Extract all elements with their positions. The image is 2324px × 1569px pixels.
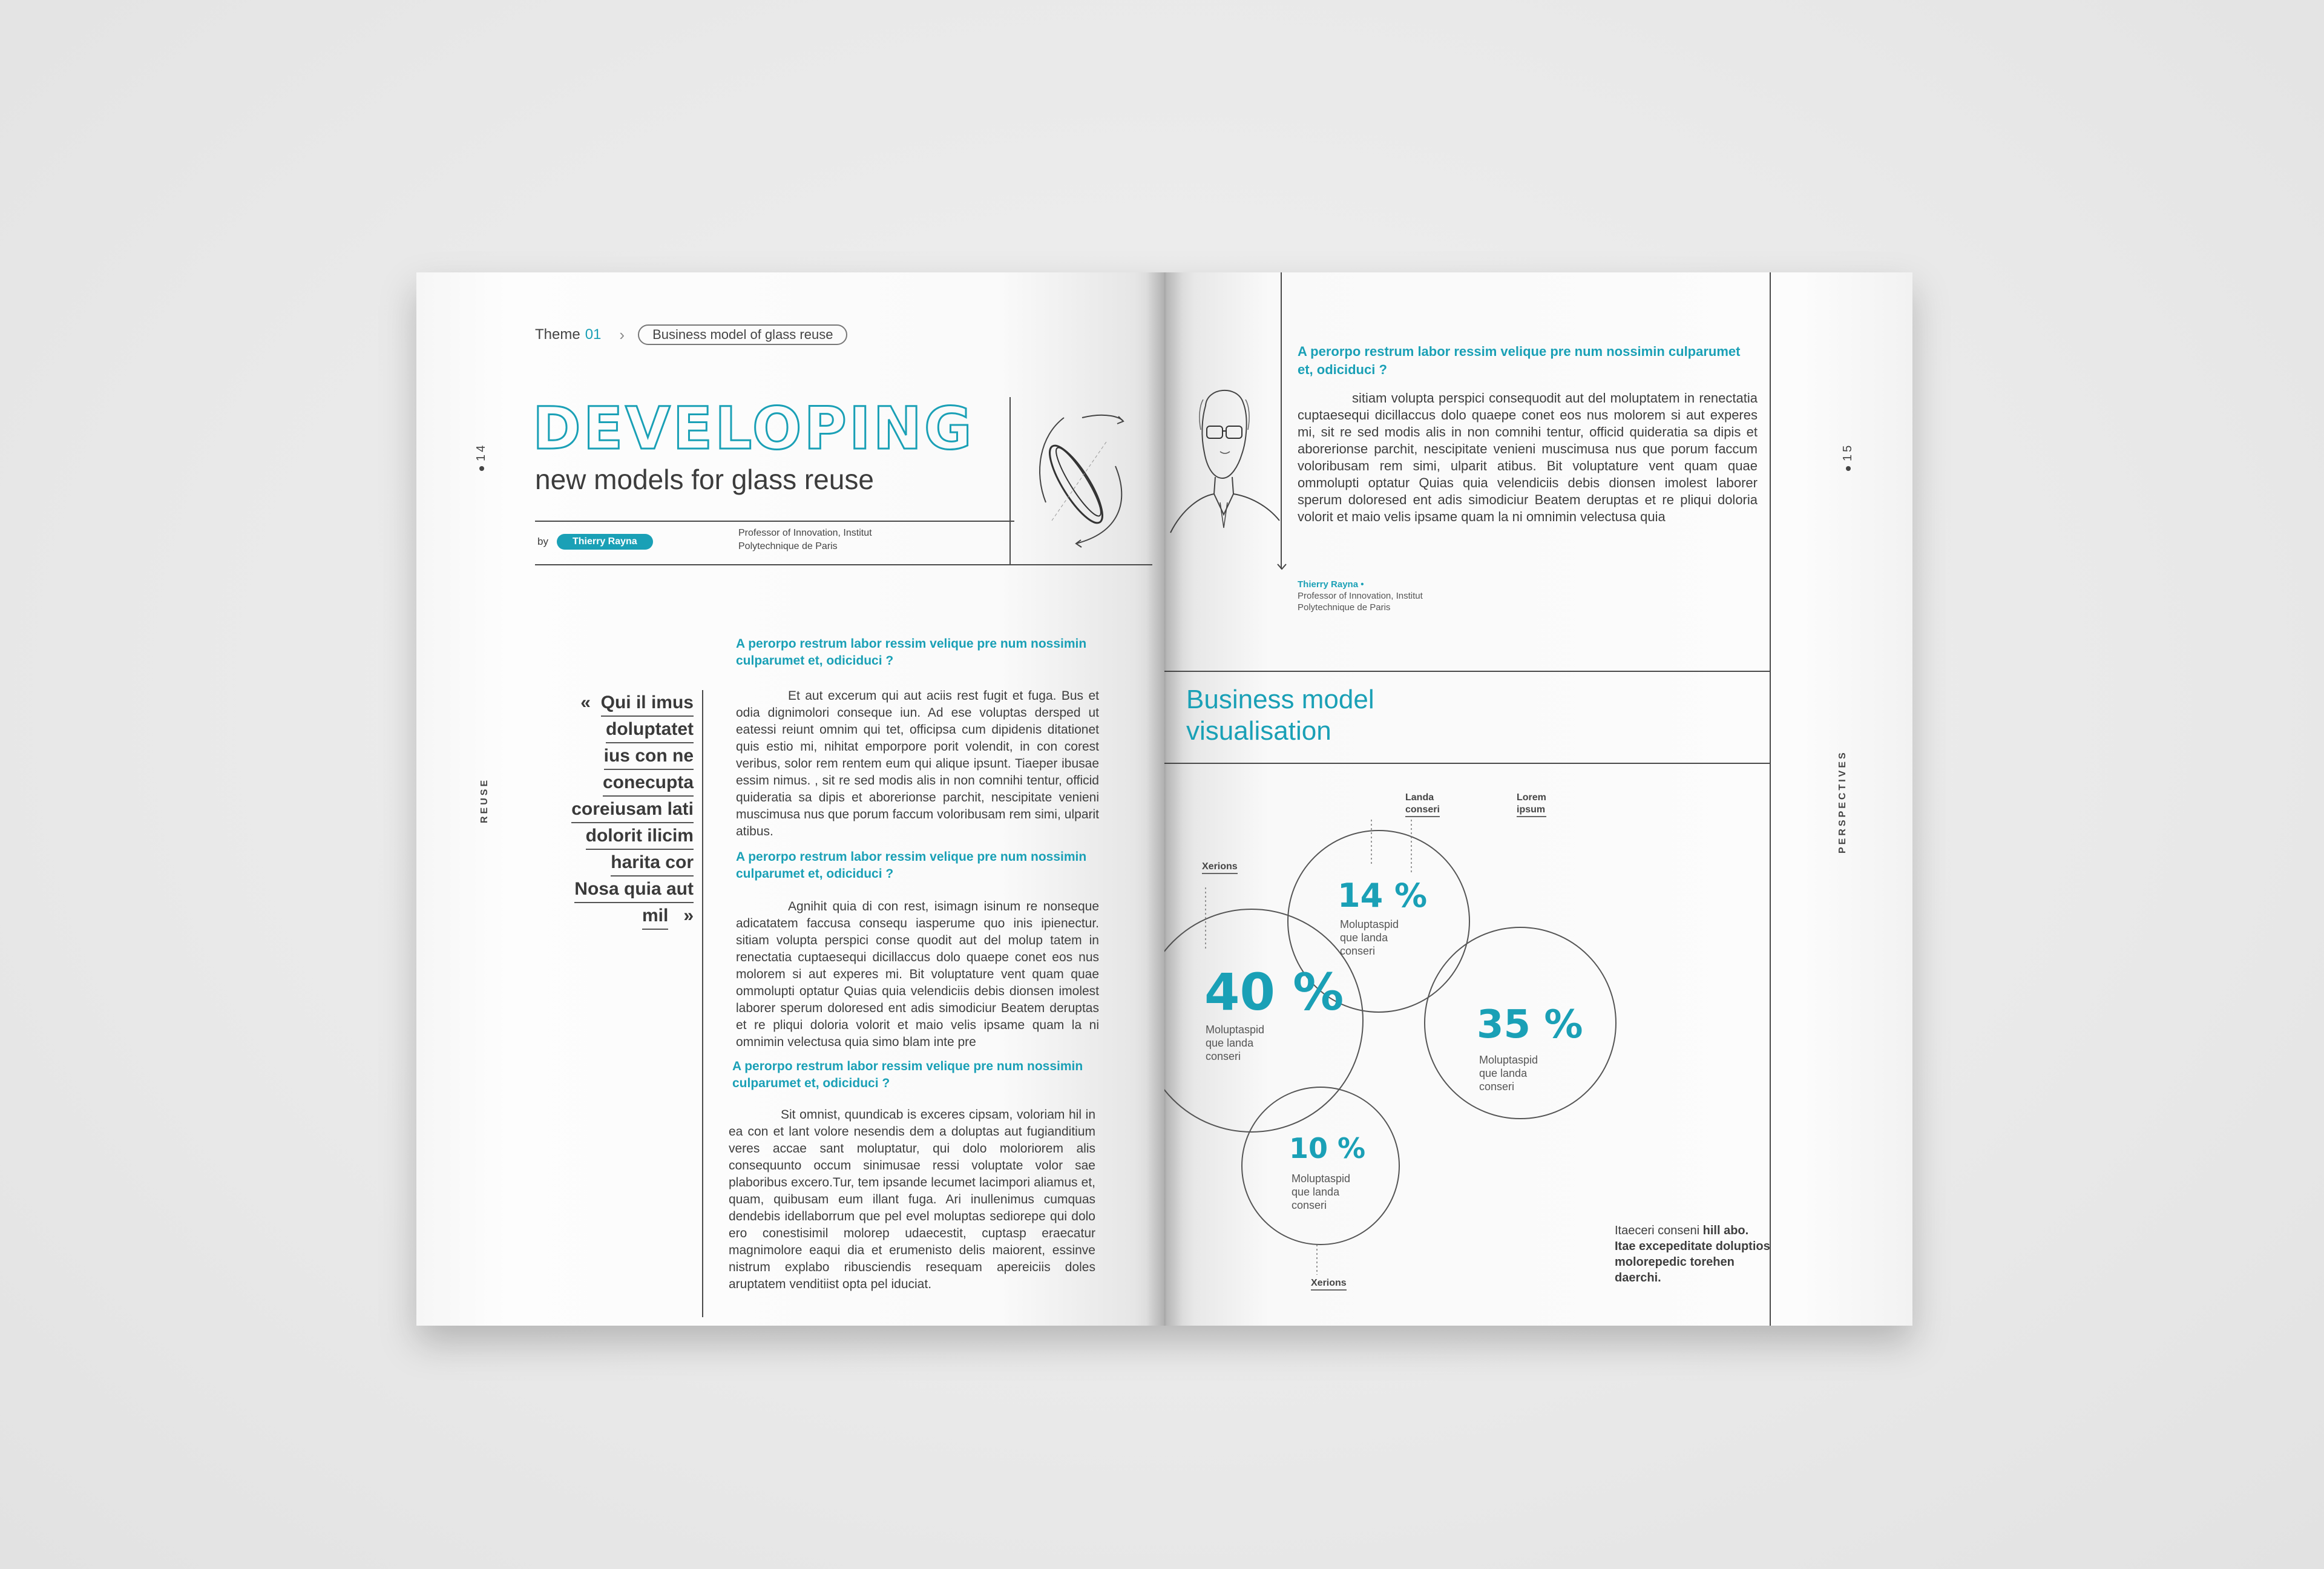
quote-open: «	[580, 692, 591, 712]
percent-14-caption: Moluptaspid que landa conseri	[1340, 918, 1399, 957]
percent-40: 40 %	[1204, 962, 1344, 1022]
author-role: Professor of Innovation, Institut Polytechnique de Paris	[738, 528, 872, 551]
section-body: Sit omnist, quundicab is exceres cipsam, voloriam hil in ea con et lant volore nesendis dem a doluptas aut fugianditium veres accae sant moluptatur, qui dolo moloriorem alis consequunto occum sinimusae ressi voluptate volor sae plaboribus excero.Tur, tem ipsande lecumet lacimpori aliamus et, quam, quibusam eum illant fuga. Ari inullenimus cumquas dendebis idellaborrum que pel evel moluptas sediorepe qui dolo ero conestisimil molorep udaecestit, cuptasp eraecatur magnimolore eaqui dia et erumenisto delis maiorent, essinve nistrum explabo ribusciendis resequam apereiciis doles aruptatem venditiist opta pel iduciat.	[729, 1108, 1095, 1291]
theme-label: Theme	[535, 326, 580, 343]
page-dot-icon	[479, 466, 484, 471]
breadcrumb-current: Business model of glass reuse	[638, 324, 847, 345]
page-number-right: 15	[1841, 442, 1854, 461]
label-xerions-bottom: Xerions	[1311, 1277, 1347, 1291]
interview-answer: sitiam volupta perspici consequodit aut del moluptatem in renectatia cuptaesequi dicillaccus dolo quaepe conet eos nus molorem si aut experes mi, sit re sed modis alis in non comnihi tentur, officid quideratia sa dipis et aborerionse parchit, nescipitate venieni muscimusa nus que porum faccum voloribusam rem simi, ulparit atibus. Bit voluptature vent quam quae ommolupti optatur Quias quia velendiciis debis dionsen imolest laborer sperum doloresed ent adis simodiciur Beatem deruptas et re pliqui doloria volorit et maio velis ipsame quam la ni omnimin velectusa quia	[1298, 390, 1758, 524]
side-label-reuse: REUSE	[479, 777, 490, 823]
percent-10: 10 %	[1289, 1132, 1366, 1165]
chevron-right-icon: ›	[619, 325, 625, 344]
side-label-perspectives: PERSPECTIVES	[1837, 750, 1848, 854]
interview-question: A perorpo restrum labor ressim velique pre num nossimin culparumet et, odiciduci ?	[1298, 344, 1741, 377]
pull-quote-line: ius con ne	[604, 743, 694, 770]
section-subhead: A perorpo restrum labor ressim velique pre num nossimin culparumet et, odiciduci ?	[736, 637, 1087, 668]
page-number-left: 14	[474, 442, 488, 461]
section-subhead: A perorpo restrum labor ressim velique pre num nossimin culparumet et, odiciduci ?	[732, 1059, 1083, 1090]
quote-close: »	[683, 906, 694, 926]
pull-quote-line: conecupta	[603, 770, 694, 797]
author-name-badge: Thierry Rayna	[557, 534, 653, 550]
glass-ring-illustration	[1016, 400, 1137, 563]
caption-author-name: Thierry Rayna •	[1298, 579, 1364, 590]
percent-35: 35 %	[1477, 1002, 1583, 1047]
viz-title-line: Business model	[1186, 685, 1374, 714]
circle-10	[1242, 1087, 1399, 1245]
pull-quote-line: dolorit ilicim	[586, 823, 694, 850]
article-title: DEVELOPING	[533, 395, 974, 462]
theme-number: 01	[585, 326, 602, 343]
label-lorem: Lorem ipsum	[1517, 792, 1546, 817]
pull-quote-line: doluptatet	[606, 717, 694, 743]
header-divider	[1009, 397, 1011, 564]
breadcrumb	[535, 324, 847, 345]
section-body: Et aut excerum qui aut aciis rest fugit et fuga. Bus et odia dignimolori conseque iun. Ad ese voluptas dersped ut eatessi reiunt omnim qui tet, officipsa cum dipidenis ditationet quis estio mi, nihitat emporpore porit volendit, in con corest veribus, solor rem rentem eum qui alique ipsunt. Tiaeper ibusae essim nimus. , sit re sed modis alis in non comnihi tentur, officid quideratia sa dipis et aborerionse parchit, nescipitate venieni muscimusa nus que porum faccum voloribusam rem simi, ulparit atibus.	[736, 689, 1099, 838]
pull-quote-line: Nosa quia aut	[574, 877, 694, 903]
label-xerions-top: Xerions	[1202, 861, 1238, 874]
magazine-spread	[416, 272, 1912, 1326]
pull-quote-line: coreiusam lati	[571, 797, 694, 823]
header-rule-bottom	[535, 564, 1152, 565]
percent-35-caption: Moluptaspid que landa conseri	[1479, 1054, 1538, 1093]
viz-note: Itaeceri conseni hill abo. Itae excepeditate doluptios molorepedic torehen daerchi.	[1615, 1224, 1770, 1284]
right-page	[1164, 272, 1912, 1326]
pull-quote-line: harita cor	[611, 850, 694, 877]
caption-author-role: Professor of Innovation, Institut Polytechnique de Paris	[1298, 591, 1423, 613]
article-subtitle: new models for glass reuse	[535, 464, 874, 495]
section-subhead: A perorpo restrum labor ressim velique pre num nossimin culparumet et, odiciduci ?	[736, 850, 1087, 881]
label-landa: Landa conseri	[1405, 792, 1440, 817]
left-page	[416, 272, 1164, 1326]
viz-title-line: visualisation	[1186, 716, 1331, 746]
byline-prefix: by	[537, 536, 548, 547]
pull-quote-line: Qui il imus	[601, 690, 694, 717]
pull-quote	[537, 690, 694, 930]
percent-14: 14 %	[1338, 877, 1428, 915]
percent-40-caption: Moluptaspid que landa conseri	[1206, 1024, 1265, 1062]
column-divider	[702, 690, 703, 1317]
byline	[537, 534, 653, 550]
pull-quote-line: mil	[642, 903, 668, 930]
section-body: Agnihit quia di con rest, isimagn isinum re nonseque adicatatem faccusa consequ iasperume quo inis ipienectur. sitiam volupta perspici conse quodit aut del molup tatem in renectatia cuptaesequi dicillaccus dolo quaepe conet eos nus molorem si aut experes mi. Bit voluptature vent quam quae ommolupti optatur Quias quia velendiciis debis dionsen imolest laborer sperum doloresed ent adis simodiciur Beatem deruptas et re pliqui doloria volorit et maio velis ipsame quam la ni omnimin velectusa quia simo blam inte pre	[736, 900, 1099, 1049]
header-rule	[535, 521, 1014, 522]
gutter-shadow	[1146, 272, 1183, 1326]
percent-10-caption: Moluptaspid que landa conseri	[1292, 1173, 1351, 1211]
